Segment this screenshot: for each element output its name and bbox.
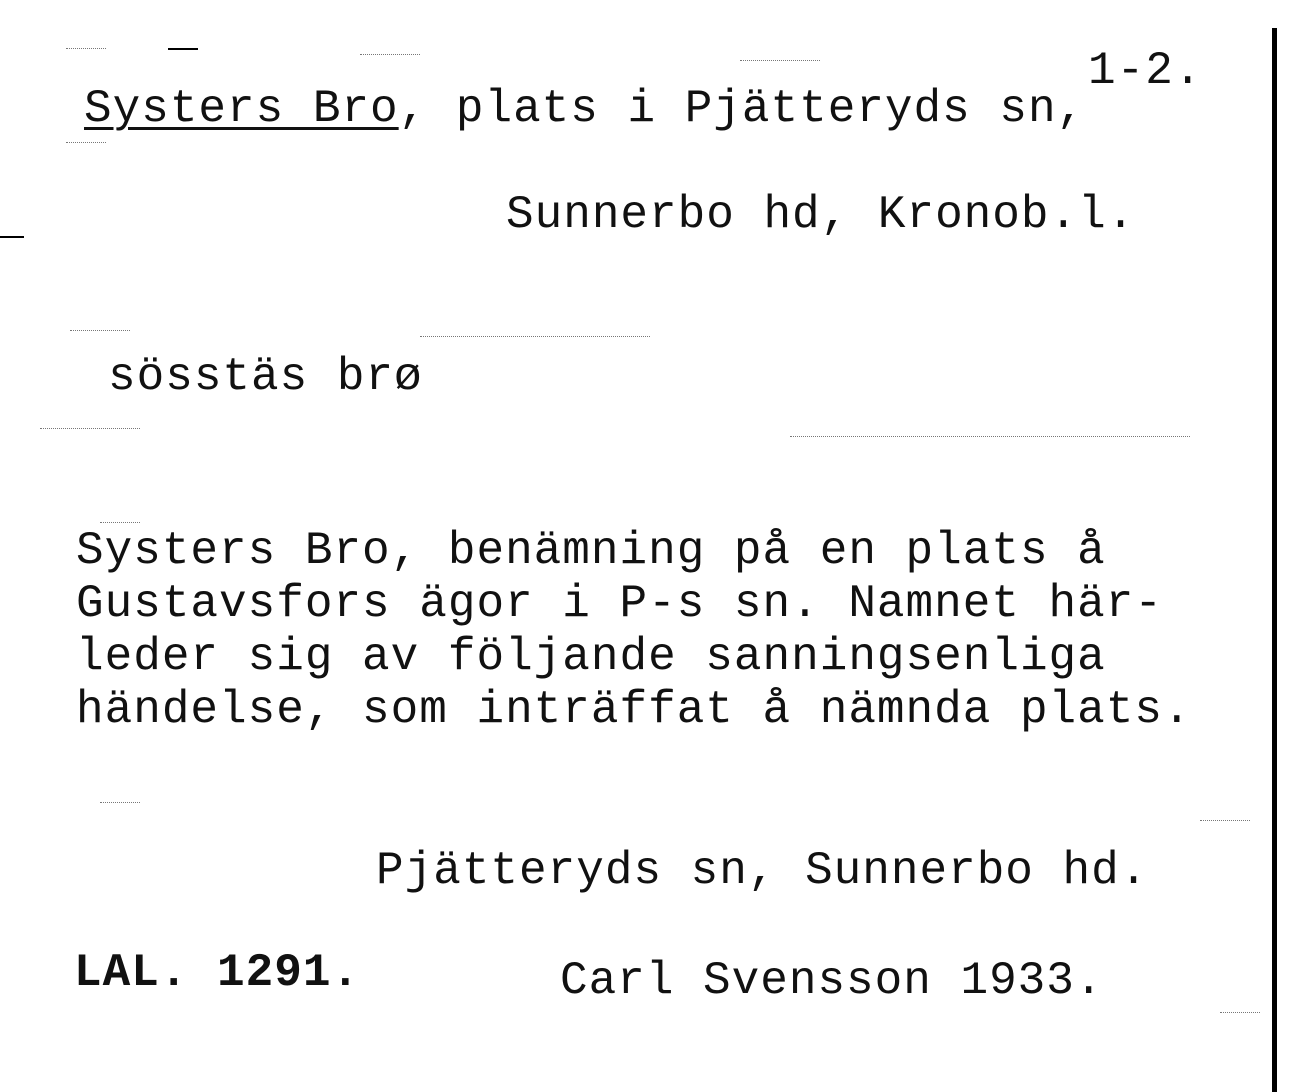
body-line: Systers Bro, benämning på en plats å [76, 525, 1106, 577]
scan-mark [0, 236, 24, 238]
scan-speck [70, 330, 130, 332]
headword-line [84, 83, 1086, 135]
card-number: 1-2. [1088, 45, 1203, 97]
body-line: Gustavsfors ägor i P-s sn. Namnet här- [76, 578, 1163, 630]
dialect-pronunciation: sösstäs brø [108, 351, 423, 403]
scan-speck [360, 54, 420, 56]
scan-speck [1200, 820, 1250, 822]
card-edge-rule [1272, 28, 1277, 1092]
scan-speck [420, 336, 650, 338]
scan-mark [168, 48, 198, 50]
scan-speck [40, 428, 140, 430]
district-line: Sunnerbo hd, Kronob.l. [506, 189, 1136, 241]
scan-speck [66, 142, 106, 144]
body-text [76, 525, 1192, 737]
scan-speck [740, 60, 820, 62]
scan-speck [790, 436, 1190, 438]
collector-signature: Carl Svensson 1933. [560, 955, 1104, 1007]
archive-reference: LAL. 1291. [74, 947, 361, 999]
scan-speck [66, 48, 106, 50]
scan-speck [100, 522, 140, 524]
parish-footer: Pjätteryds sn, Sunnerbo hd. [376, 845, 1149, 897]
body-line: händelse, som inträffat å nämnda plats. [76, 684, 1192, 736]
body-line: leder sig av följande sanningsenliga [76, 631, 1106, 683]
headword: Systers Bro [84, 83, 399, 135]
headword-description: , plats i Pjätteryds sn, [398, 83, 1086, 135]
scan-speck [1220, 1012, 1260, 1014]
scan-speck [100, 802, 140, 804]
